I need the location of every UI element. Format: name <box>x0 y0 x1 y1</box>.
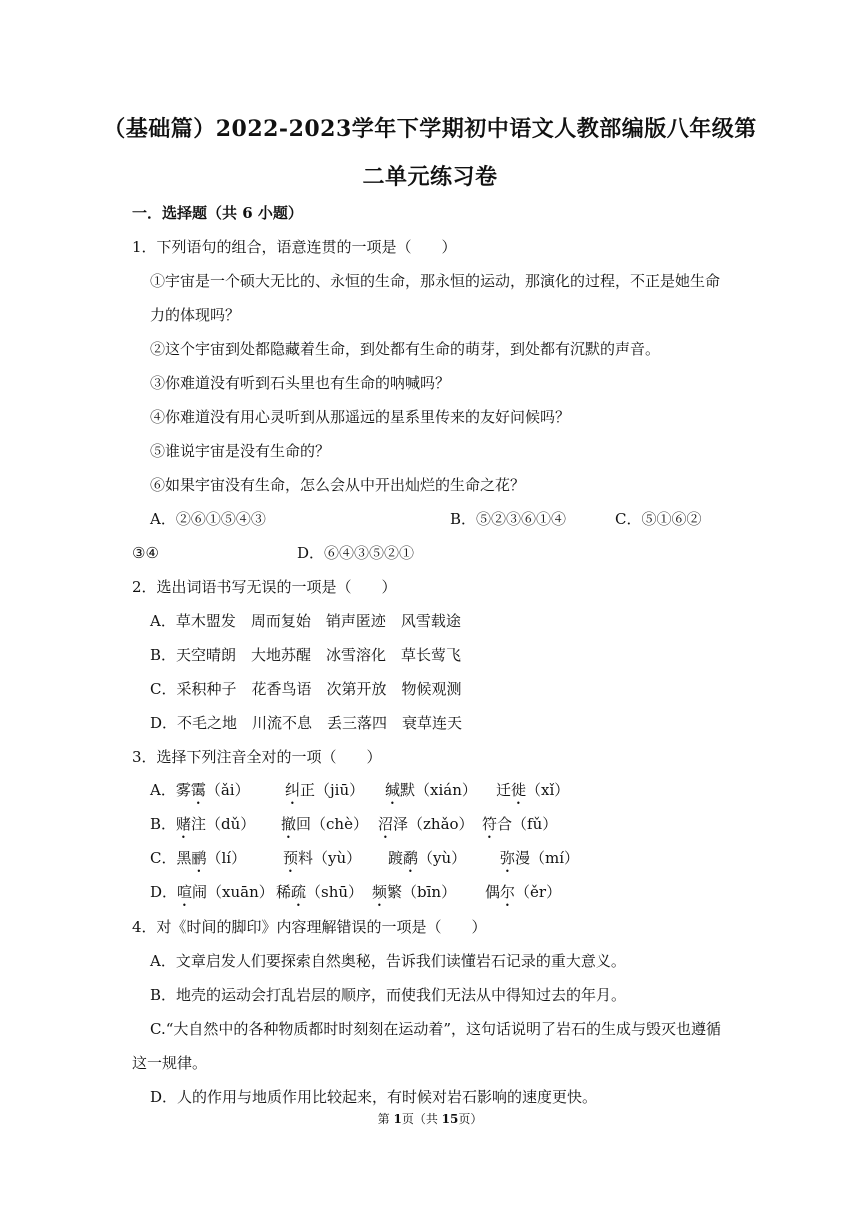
question-3-option-b-item-4: 符合（fǔ） <box>482 815 558 833</box>
question-3-option-d-item-4: 偶尔（ěr） <box>485 883 562 901</box>
question-4-option-c: C.“大自然中的各种物质都时时刻刻在运动着”，这句话说明了岩石的生成与毁灭也遵循 <box>150 1020 722 1038</box>
question-1-option-b: B．⑤②③⑥①④ <box>450 510 567 528</box>
question-4-option-d: D．人的作用与地质作用比较起来，有时候对岩石影响的速度更快。 <box>150 1088 598 1106</box>
question-3-option-a-item-2: 纠正（jiū） <box>285 781 365 799</box>
question-1-sentence-3: ③你难道没有听到石头里也有生命的呐喊吗？ <box>150 374 451 392</box>
document-title-line-2: 二单元练习卷 <box>362 164 498 190</box>
question-3-option-a-item-1: A．雾霭（ǎi） <box>150 781 250 799</box>
question-1-option-c-cont: ③④ <box>132 544 159 562</box>
current-page-number: 1 <box>393 1112 402 1126</box>
question-3-option-c-item-3: 踱鹬（yù） <box>388 849 467 867</box>
question-3-option-b-item-1: B．赌注（dǔ） <box>150 815 256 833</box>
question-4-option-c-cont: 这一规律。 <box>132 1054 208 1072</box>
question-3-option-b-item-2: 撤回（chè） <box>281 815 368 833</box>
question-2-option-c: C．采积种子 花香鸟语 次第开放 物候观测 <box>150 680 462 698</box>
question-1-sentence-4: ④你难道没有用心灵听到从那遥远的星系里传来的友好问候吗？ <box>150 408 571 426</box>
question-3-option-b-item-3: 沼泽（zhǎo） <box>378 815 474 833</box>
question-3-option-d-item-2: 稀疏（shū） <box>276 883 364 901</box>
question-2-option-b: B．天空晴朗 大地苏醒 冰雪溶化 草长莺飞 <box>150 646 462 664</box>
page-footer: 第 1页（共 15页） <box>377 1112 483 1126</box>
question-1-sentence-5: ⑤谁说宇宙是没有生命的？ <box>150 442 331 460</box>
question-3-option-d-item-3: 频繁（bīn） <box>372 883 457 901</box>
question-4-option-b: B．地壳的运动会打乱岩层的顺序，而使我们无法从中得知过去的年月。 <box>150 986 627 1004</box>
question-2-option-d: D．不毛之地 川流不息 丢三落四 衰草连天 <box>150 714 463 732</box>
total-page-count: 15 <box>441 1112 459 1126</box>
question-2-option-a: A．草木盟发 周而复始 销声匿迹 风雪载途 <box>150 612 461 630</box>
question-1-option-c: C．⑤①⑥② <box>615 510 702 528</box>
question-1-sentence-1a: ①宇宙是一个硕大无比的、永恒的生命，那永恒的运动，那演化的过程，不正是她生命 <box>150 272 721 290</box>
question-3-stem: 3．选择下列注音全对的一项（ ） <box>132 748 382 766</box>
question-1-sentence-2: ②这个宇宙到处都隐藏着生命，到处都有生命的萌芽，到处都有沉默的声音。 <box>150 340 661 358</box>
question-2-stem: 2．选出词语书写无误的一项是（ ） <box>132 578 397 596</box>
question-3-option-d-item-1: D．喧闹（xuān） <box>150 883 274 901</box>
question-3-option-a-item-3: 缄默（xián） <box>385 781 477 799</box>
question-1-sentence-1b: 力的体现吗？ <box>150 306 241 324</box>
question-4-stem: 4．对《时间的脚印》内容理解错误的一项是（ ） <box>132 918 487 936</box>
question-3-option-c-item-4: 弥漫（mí） <box>500 849 580 867</box>
document-title-line-1: （基础篇）2022-2023学年下学期初中语文人教部编版八年级第 <box>103 116 757 142</box>
section-heading: 一．选择题（共 6 小题） <box>132 204 303 222</box>
question-3-option-c-item-1: C．黑鹂（lí） <box>150 849 247 867</box>
question-1-sentence-6: ⑥如果宇宙没有生命，怎么会从中开出灿烂的生命之花？ <box>150 476 526 494</box>
question-3-option-a-item-4: 迁徙（xǐ） <box>496 781 570 799</box>
question-3-option-c-item-2: 预料（yù） <box>283 849 362 867</box>
question-1-option-d: D．⑥④③⑤②① <box>297 544 415 562</box>
question-1-stem: 1．下列语句的组合，语意连贯的一项是（ ） <box>132 238 457 256</box>
question-1-option-a: A．②⑥①⑤④③ <box>150 510 266 528</box>
question-4-option-a: A．文章启发人们要探索自然奥秘，告诉我们读懂岩石记录的重大意义。 <box>150 952 626 970</box>
